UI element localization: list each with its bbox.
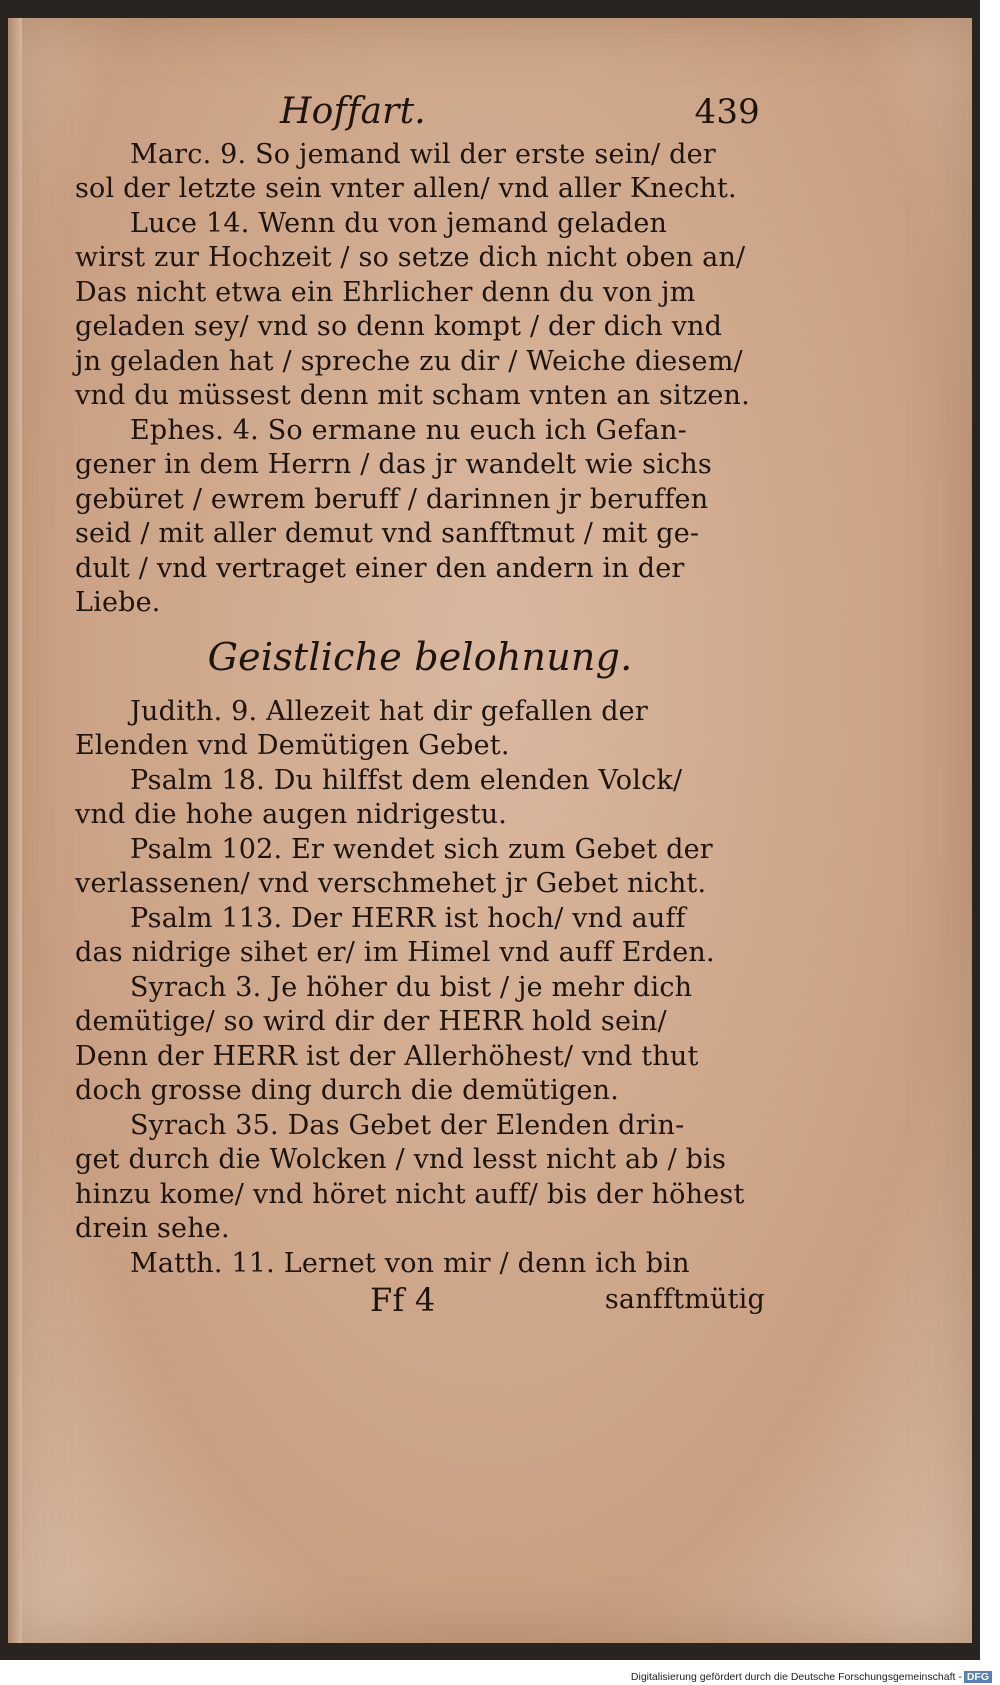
text-line: vnd die hohe augen nidrigestu. <box>75 799 508 830</box>
dfg-logo: DFG <box>964 1671 992 1683</box>
text-line: hinzu kome/ vnd höret nicht auff/ bis der höhest <box>75 1178 745 1210</box>
text-line: das nidrige sihet er/ im Himel vnd auff Erden. <box>75 937 715 968</box>
text-line: Elenden vnd Demütigen Gebet. <box>75 730 510 761</box>
text-line: Ephes. 4. So ermane nu euch ich Gefan- <box>130 414 687 446</box>
section-heading: Geistliche belohnung. <box>207 634 633 679</box>
text-line: demütige/ so wird dir der HERR hold sein/ <box>75 1006 667 1037</box>
text-line: Denn der HERR ist der Allerhöhest/ vnd thut <box>75 1040 699 1072</box>
text-line: dult / vnd vertraget einer den andern in der <box>75 552 685 584</box>
text-line: Luce 14. Wenn du von jemand geladen <box>130 207 668 239</box>
text-line: Matth. 11. Lernet von mir / denn ich bin <box>130 1247 690 1279</box>
text-line: get durch die Wolcken / vnd lesst nicht ab / bis <box>75 1144 727 1175</box>
digitization-credit <box>629 1671 994 1683</box>
text-line: Marc. 9. So jemand wil der erste sein/ der <box>130 138 716 170</box>
running-header <box>75 91 765 132</box>
text-line: Das nicht etwa ein Ehrlicher denn du von jm <box>75 276 696 308</box>
text-line: geladen sey/ vnd so denn kompt / der dich vnd <box>75 311 723 342</box>
running-title: Hoffart. <box>280 91 426 132</box>
text-line: Liebe. <box>75 587 161 618</box>
text-block-1 <box>75 138 765 621</box>
signature-mark: Ff 4 <box>370 1281 436 1319</box>
text-line: doch grosse ding durch die demütigen. <box>75 1075 620 1106</box>
text-line: wirst zur Hochzeit / so setze dich nicht oben an/ <box>75 242 746 273</box>
text-block-2 <box>75 695 765 1282</box>
page-footer <box>75 1283 765 1318</box>
text-line: Psalm 113. Der HERR ist hoch/ vnd auff <box>130 902 686 934</box>
text-line: Syrach 35. Das Gebet der Elenden drin- <box>130 1109 685 1141</box>
text-line: Judith. 9. Allezeit hat dir gefallen der <box>130 695 648 727</box>
text-line: sol der letzte sein vnter allen/ vnd aller Knecht. <box>75 173 737 204</box>
text-line: Syrach 3. Je höher du bist / je mehr dich <box>130 971 693 1003</box>
credit-text: Digitalisierung gefördert durch die Deutsche Forschungsgemeinschaft - <box>630 1671 962 1683</box>
text-line: gebüret / ewrem beruff / darinnen jr beruffen <box>75 483 709 515</box>
text-line: verlassenen/ vnd verschmehet jr Gebet nicht. <box>75 868 707 899</box>
catchword: sanfftmütig <box>604 1284 765 1315</box>
text-line: vnd du müssest denn mit scham vnten an sitzen. <box>75 380 750 411</box>
text-line: Psalm 102. Er wendet sich zum Gebet der <box>130 833 713 865</box>
text-line: jn geladen hat / spreche zu dir / Weiche diesem/ <box>75 345 743 377</box>
text-line: Psalm 18. Du hilffst dem elenden Volck/ <box>130 764 683 796</box>
page-number: 439 <box>694 92 760 132</box>
text-line: drein sehe. <box>75 1213 230 1244</box>
page-text <box>75 91 765 1319</box>
text-line: seid / mit aller demut vnd sanfftmut / mit ge- <box>75 518 700 549</box>
page-edge <box>8 18 22 1643</box>
text-line: gener in dem Herrn / das jr wandelt wie sichs <box>75 449 712 480</box>
